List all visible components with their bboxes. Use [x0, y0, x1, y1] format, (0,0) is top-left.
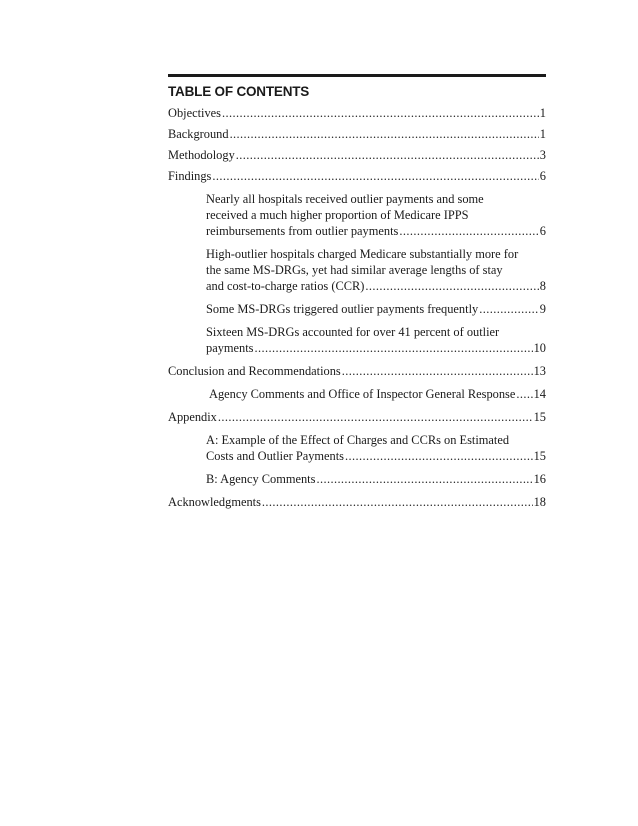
toc-entry-text: Acknowledgments	[168, 495, 261, 509]
toc-page-number: 1	[539, 127, 546, 141]
dot-leader	[255, 340, 533, 356]
dot-leader	[222, 105, 539, 121]
toc-entry-text: Background	[168, 127, 229, 141]
toc-entry-background	[168, 126, 546, 142]
toc-page-number: 15	[533, 410, 546, 424]
toc-subentry-high-outlier-hospitals	[206, 246, 546, 294]
toc-page-number: 8	[539, 279, 546, 293]
toc-entry-objectives	[168, 105, 546, 121]
toc-page-number: 14	[533, 387, 546, 401]
toc-entry-text: reimbursements from outlier payments	[206, 224, 399, 238]
toc-subentry-outlier-payments	[206, 191, 546, 239]
toc-entry-methodology	[168, 147, 546, 163]
toc-entry-text: and cost-to-charge ratios (CCR)	[206, 279, 365, 293]
dot-leader	[230, 126, 539, 142]
toc-subentry-ms-drgs-triggered	[206, 301, 546, 317]
toc-page-number: 1	[539, 106, 546, 120]
dot-leader	[262, 494, 533, 510]
toc-page-number: 18	[533, 495, 546, 509]
dot-leader	[365, 278, 538, 294]
toc-title: TABLE OF CONTENTS	[168, 84, 310, 99]
toc-subentry-agency-comments-response	[209, 386, 546, 402]
table-of-contents	[168, 74, 546, 515]
toc-entry-line: received a much higher proportion of Medicare IPPS	[206, 208, 469, 222]
toc-entry-text: Findings	[168, 169, 212, 183]
toc-entry-text: Methodology	[168, 148, 235, 162]
toc-entry-line: A: Example of the Effect of Charges and CCRs on Estimated	[206, 433, 510, 447]
toc-entry-appendix	[168, 409, 546, 425]
toc-page-number: 15	[533, 449, 546, 463]
toc-entry-acknowledgments	[168, 494, 546, 510]
dot-leader	[399, 223, 538, 239]
toc-entry-line: Nearly all hospitals received outlier payments and some	[206, 192, 484, 206]
toc-entry-line: High-outlier hospitals charged Medicare substantially more for	[206, 247, 519, 261]
toc-entry-findings	[168, 168, 546, 184]
toc-entry-line: the same MS-DRGs, yet had similar average lengths of stay	[206, 263, 503, 277]
toc-page-number: 3	[539, 148, 546, 162]
toc-entry-text: Conclusion and Recommendations	[168, 364, 341, 378]
dot-leader	[342, 363, 533, 379]
dot-leader	[479, 301, 539, 317]
toc-page-number: 9	[539, 302, 546, 316]
toc-entry-text: Appendix	[168, 410, 217, 424]
toc-subentry-sixteen-ms-drgs	[206, 324, 546, 356]
dot-leader	[212, 168, 538, 184]
toc-page-number: 6	[539, 224, 546, 238]
dot-leader	[218, 409, 533, 425]
toc-subentry-appendix-a	[206, 432, 546, 464]
toc-page-number: 13	[533, 364, 546, 378]
dot-leader	[516, 386, 532, 402]
toc-page-number: 10	[533, 341, 546, 355]
toc-entry-text: Objectives	[168, 106, 221, 120]
toc-entry-line: Sixteen MS-DRGs accounted for over 41 percent of outlier	[206, 325, 500, 339]
toc-page-number: 16	[533, 472, 546, 486]
toc-entry-text: Some MS-DRGs triggered outlier payments frequently	[206, 302, 479, 316]
toc-page-number: 6	[539, 169, 546, 183]
toc-entry-conclusion	[168, 363, 546, 379]
dot-leader	[316, 471, 532, 487]
toc-entry-text: payments	[206, 341, 254, 355]
toc-subentry-appendix-b	[206, 471, 546, 487]
toc-entry-text: B: Agency Comments	[206, 472, 316, 486]
dot-leader	[345, 448, 533, 464]
toc-entry-text: Agency Comments and Office of Inspector General Response	[209, 387, 516, 401]
top-rule	[168, 74, 546, 77]
toc-entry-text: Costs and Outlier Payments	[206, 449, 345, 463]
dot-leader	[236, 147, 539, 163]
